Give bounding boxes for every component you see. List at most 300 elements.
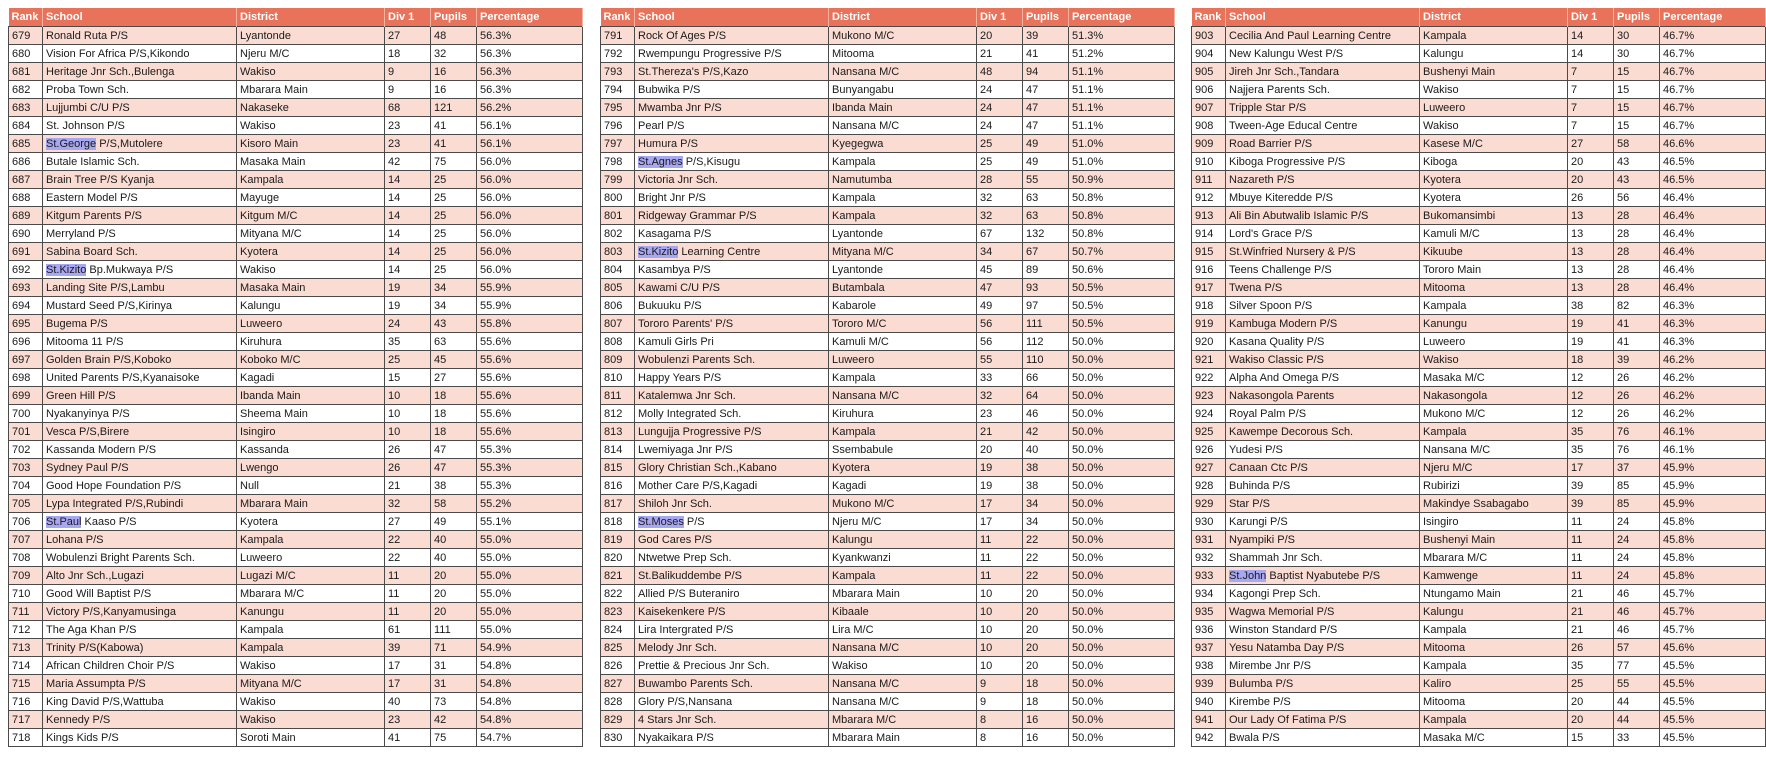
- percentage-cell: 46.4%: [1660, 261, 1766, 279]
- district-cell: Masaka M/C: [1420, 369, 1568, 387]
- district-cell: Mayuge: [237, 189, 385, 207]
- pupils-cell: 15: [1614, 81, 1660, 99]
- school-cell: Sabina Board Sch.: [43, 243, 237, 261]
- rank-cell: 826: [601, 657, 635, 675]
- percentage-cell: 50.0%: [1069, 693, 1175, 711]
- school-cell: Lwemiyaga Jnr P/S: [635, 441, 829, 459]
- table-row: [601, 729, 1175, 747]
- school-cell: Kasagama P/S: [635, 225, 829, 243]
- div1-cell: 7: [1568, 81, 1614, 99]
- school-cell: Bwala P/S: [1226, 729, 1420, 747]
- column-header-district: District: [829, 8, 977, 27]
- search-highlight: St.Paul: [46, 515, 82, 528]
- rank-cell: 935: [1192, 603, 1226, 621]
- table-row: [1192, 387, 1766, 405]
- district-cell: Njeru M/C: [237, 45, 385, 63]
- district-cell: Wakiso: [237, 711, 385, 729]
- rank-cell: 796: [601, 117, 635, 135]
- table-row: [601, 423, 1175, 441]
- div1-cell: 25: [977, 135, 1023, 153]
- percentage-cell: 56.0%: [477, 171, 583, 189]
- pupils-cell: 48: [431, 27, 477, 45]
- rank-cell: 687: [9, 171, 43, 189]
- table-row: [601, 477, 1175, 495]
- pupils-cell: 16: [431, 63, 477, 81]
- table-row: [1192, 261, 1766, 279]
- district-cell: Kampala: [829, 153, 977, 171]
- rank-cell: 792: [601, 45, 635, 63]
- rank-cell: 814: [601, 441, 635, 459]
- pupils-cell: 76: [1614, 441, 1660, 459]
- table-row: [9, 675, 583, 693]
- school-cell: Bugema P/S: [43, 315, 237, 333]
- rank-cell: 718: [9, 729, 43, 747]
- district-cell: Kampala: [237, 621, 385, 639]
- pupils-cell: 57: [1614, 639, 1660, 657]
- district-cell: Kampala: [829, 207, 977, 225]
- pupils-cell: 44: [1614, 693, 1660, 711]
- pupils-cell: 56: [1614, 189, 1660, 207]
- rank-cell: 909: [1192, 135, 1226, 153]
- district-cell: Luweero: [1420, 99, 1568, 117]
- school-cell: Jireh Jnr Sch.,Tandara: [1226, 63, 1420, 81]
- pupils-cell: 47: [431, 459, 477, 477]
- rank-cell: 689: [9, 207, 43, 225]
- pupils-cell: 31: [431, 675, 477, 693]
- table-row: [601, 711, 1175, 729]
- div1-cell: 9: [977, 693, 1023, 711]
- school-cell: Tween-Age Educal Centre: [1226, 117, 1420, 135]
- div1-cell: 7: [1568, 63, 1614, 81]
- percentage-cell: 45.8%: [1660, 531, 1766, 549]
- pupils-cell: 15: [1614, 63, 1660, 81]
- pupils-cell: 40: [1023, 441, 1069, 459]
- district-cell: Kyotera: [237, 243, 385, 261]
- percentage-cell: 46.4%: [1660, 243, 1766, 261]
- percentage-cell: 55.0%: [477, 585, 583, 603]
- district-cell: Kyankwanzi: [829, 549, 977, 567]
- percentage-cell: 45.8%: [1660, 513, 1766, 531]
- percentage-cell: 50.0%: [1069, 729, 1175, 747]
- rank-cell: 822: [601, 585, 635, 603]
- school-cell: Green Hill P/S: [43, 387, 237, 405]
- district-cell: Mbarara Main: [237, 495, 385, 513]
- pupils-cell: 43: [1614, 153, 1660, 171]
- district-cell: Kalungu: [829, 531, 977, 549]
- table-row: [9, 99, 583, 117]
- div1-cell: 18: [385, 45, 431, 63]
- percentage-cell: 46.4%: [1660, 207, 1766, 225]
- div1-cell: 21: [977, 423, 1023, 441]
- district-cell: Kalungu: [237, 297, 385, 315]
- rank-cell: 686: [9, 153, 43, 171]
- table-row: [601, 207, 1175, 225]
- percentage-cell: 45.5%: [1660, 729, 1766, 747]
- school-cell: Royal Palm P/S: [1226, 405, 1420, 423]
- school-cell: Twena P/S: [1226, 279, 1420, 297]
- pupils-cell: 34: [431, 279, 477, 297]
- district-cell: Kampala: [1420, 423, 1568, 441]
- district-cell: Kalungu: [1420, 45, 1568, 63]
- pupils-cell: 73: [431, 693, 477, 711]
- div1-cell: 19: [1568, 333, 1614, 351]
- div1-cell: 10: [977, 639, 1023, 657]
- percentage-cell: 45.7%: [1660, 621, 1766, 639]
- district-cell: Namutumba: [829, 171, 977, 189]
- search-highlight: St.George: [46, 137, 97, 150]
- percentage-cell: 46.5%: [1660, 171, 1766, 189]
- pupils-cell: 18: [431, 423, 477, 441]
- percentage-cell: 51.0%: [1069, 135, 1175, 153]
- school-cell: Kitgum Parents P/S: [43, 207, 237, 225]
- pupils-cell: 25: [431, 225, 477, 243]
- table-row: [1192, 477, 1766, 495]
- column-header-rank: Rank: [9, 8, 43, 27]
- rank-cell: 800: [601, 189, 635, 207]
- pupils-cell: 24: [1614, 513, 1660, 531]
- div1-cell: 24: [977, 117, 1023, 135]
- school-cell: Victoria Jnr Sch.: [635, 171, 829, 189]
- percentage-cell: 50.0%: [1069, 621, 1175, 639]
- rank-cell: 917: [1192, 279, 1226, 297]
- column-header-pupils: Pupils: [1614, 8, 1660, 27]
- pupils-cell: 37: [1614, 459, 1660, 477]
- school-cell: Alpha And Omega P/S: [1226, 369, 1420, 387]
- div1-cell: 23: [385, 711, 431, 729]
- district-cell: Kiboga: [1420, 153, 1568, 171]
- div1-cell: 39: [1568, 495, 1614, 513]
- rank-cell: 904: [1192, 45, 1226, 63]
- div1-cell: 19: [385, 279, 431, 297]
- percentage-cell: 46.1%: [1660, 423, 1766, 441]
- pupils-cell: 16: [1023, 729, 1069, 747]
- school-cell: Merryland P/S: [43, 225, 237, 243]
- table-row: [9, 549, 583, 567]
- percentage-cell: 45.5%: [1660, 693, 1766, 711]
- div1-cell: 20: [1568, 171, 1614, 189]
- percentage-cell: 50.9%: [1069, 171, 1175, 189]
- table-row: [601, 279, 1175, 297]
- table-row: [1192, 315, 1766, 333]
- div1-cell: 24: [385, 315, 431, 333]
- header-row: [601, 8, 1175, 27]
- table-row: [9, 423, 583, 441]
- table-row: [1192, 657, 1766, 675]
- rank-cell: 920: [1192, 333, 1226, 351]
- div1-cell: 13: [1568, 261, 1614, 279]
- div1-cell: 9: [385, 63, 431, 81]
- school-cell: Yudesi P/S: [1226, 441, 1420, 459]
- table-row: [1192, 207, 1766, 225]
- school-cell: Alto Jnr Sch.,Lugazi: [43, 567, 237, 585]
- rank-cell: 802: [601, 225, 635, 243]
- pupils-cell: 16: [431, 81, 477, 99]
- pupils-cell: 75: [431, 153, 477, 171]
- percentage-cell: 51.1%: [1069, 117, 1175, 135]
- table-row: [1192, 621, 1766, 639]
- school-cell: Glory Christian Sch.,Kabano: [635, 459, 829, 477]
- div1-cell: 11: [1568, 567, 1614, 585]
- pupils-cell: 46: [1614, 603, 1660, 621]
- column-header-rank: Rank: [1192, 8, 1226, 27]
- school-cell: Shammah Jnr Sch.: [1226, 549, 1420, 567]
- percentage-cell: 46.6%: [1660, 135, 1766, 153]
- percentage-cell: 50.5%: [1069, 279, 1175, 297]
- school-cell: Mirembe Jnr P/S: [1226, 657, 1420, 675]
- rank-cell: 697: [9, 351, 43, 369]
- school-cell: Nyakaikara P/S: [635, 729, 829, 747]
- div1-cell: 39: [1568, 477, 1614, 495]
- div1-cell: 11: [385, 567, 431, 585]
- rank-cell: 907: [1192, 99, 1226, 117]
- district-cell: Kyotera: [1420, 171, 1568, 189]
- school-cell: Kasambya P/S: [635, 261, 829, 279]
- table-row: [601, 315, 1175, 333]
- rank-cell: 829: [601, 711, 635, 729]
- column-header-district: District: [237, 8, 385, 27]
- percentage-cell: 55.6%: [477, 369, 583, 387]
- rank-cell: 797: [601, 135, 635, 153]
- school-cell: Tripple Star P/S: [1226, 99, 1420, 117]
- div1-cell: 20: [1568, 693, 1614, 711]
- div1-cell: 68: [385, 99, 431, 117]
- district-cell: Bushenyi Main: [1420, 63, 1568, 81]
- div1-cell: 48: [977, 63, 1023, 81]
- percentage-cell: 55.3%: [477, 459, 583, 477]
- div1-cell: 26: [385, 441, 431, 459]
- school-cell: Maria Assumpta P/S: [43, 675, 237, 693]
- school-cell: Lord's Grace P/S: [1226, 225, 1420, 243]
- pupils-cell: 58: [1614, 135, 1660, 153]
- rank-cell: 809: [601, 351, 635, 369]
- school-cell: Nazareth P/S: [1226, 171, 1420, 189]
- rank-cell: 914: [1192, 225, 1226, 243]
- school-cell: Buwambo Parents Sch.: [635, 675, 829, 693]
- percentage-cell: 55.6%: [477, 405, 583, 423]
- pupils-cell: 24: [1614, 531, 1660, 549]
- div1-cell: 11: [1568, 513, 1614, 531]
- district-cell: Lwengo: [237, 459, 385, 477]
- pupils-cell: 41: [431, 135, 477, 153]
- percentage-cell: 50.0%: [1069, 459, 1175, 477]
- table-row: [9, 315, 583, 333]
- school-cell: St.Paul Kaaso P/S: [43, 513, 237, 531]
- rank-cell: 937: [1192, 639, 1226, 657]
- div1-cell: 14: [385, 225, 431, 243]
- percentage-cell: 50.0%: [1069, 369, 1175, 387]
- rank-cell: 712: [9, 621, 43, 639]
- pupils-cell: 55: [1614, 675, 1660, 693]
- rank-cell: 912: [1192, 189, 1226, 207]
- rank-cell: 699: [9, 387, 43, 405]
- table-row: [1192, 531, 1766, 549]
- district-cell: Nansana M/C: [829, 639, 977, 657]
- school-cell: Kambuga Modern P/S: [1226, 315, 1420, 333]
- percentage-cell: 50.0%: [1069, 405, 1175, 423]
- rank-cell: 702: [9, 441, 43, 459]
- pupils-cell: 63: [1023, 207, 1069, 225]
- percentage-cell: 56.3%: [477, 63, 583, 81]
- div1-cell: 39: [385, 639, 431, 657]
- rank-cell: 810: [601, 369, 635, 387]
- percentage-cell: 46.7%: [1660, 81, 1766, 99]
- school-cell: Najjera Parents Sch.: [1226, 81, 1420, 99]
- div1-cell: 38: [1568, 297, 1614, 315]
- school-cell: Kasana Quality P/S: [1226, 333, 1420, 351]
- district-cell: Nansana M/C: [829, 63, 977, 81]
- table-row: [601, 333, 1175, 351]
- district-cell: Kampala: [829, 567, 977, 585]
- pupils-cell: 20: [431, 567, 477, 585]
- school-cell: St.Kizito Bp.Mukwaya P/S: [43, 261, 237, 279]
- search-highlight: St.Moses: [638, 515, 684, 528]
- school-cell: Happy Years P/S: [635, 369, 829, 387]
- pupils-cell: 20: [431, 603, 477, 621]
- div1-cell: 20: [1568, 153, 1614, 171]
- div1-cell: 21: [385, 477, 431, 495]
- table-row: [9, 459, 583, 477]
- rank-cell: 820: [601, 549, 635, 567]
- percentage-cell: 54.8%: [477, 657, 583, 675]
- district-cell: Kyotera: [1420, 189, 1568, 207]
- district-cell: Ibanda Main: [237, 387, 385, 405]
- percentage-cell: 50.8%: [1069, 207, 1175, 225]
- percentage-cell: 50.0%: [1069, 441, 1175, 459]
- school-cell: Vesca P/S,Birere: [43, 423, 237, 441]
- percentage-cell: 54.8%: [477, 693, 583, 711]
- district-cell: Ntungamo Main: [1420, 585, 1568, 603]
- ranking-table-1: [8, 8, 583, 747]
- district-cell: Mbarara Main: [829, 585, 977, 603]
- rank-cell: 704: [9, 477, 43, 495]
- school-cell: Lira Intergrated P/S: [635, 621, 829, 639]
- div1-cell: 10: [385, 405, 431, 423]
- rank-cell: 793: [601, 63, 635, 81]
- pupils-cell: 44: [1614, 711, 1660, 729]
- school-cell: Bulumba P/S: [1226, 675, 1420, 693]
- pupils-cell: 22: [1023, 549, 1069, 567]
- district-cell: Kampala: [1420, 621, 1568, 639]
- div1-cell: 35: [385, 333, 431, 351]
- table-row: [9, 387, 583, 405]
- percentage-cell: 55.0%: [477, 549, 583, 567]
- div1-cell: 23: [385, 117, 431, 135]
- pupils-cell: 26: [1614, 405, 1660, 423]
- school-cell: Buhinda P/S: [1226, 477, 1420, 495]
- district-cell: Kampala: [829, 423, 977, 441]
- rank-cell: 940: [1192, 693, 1226, 711]
- district-cell: Kassanda: [237, 441, 385, 459]
- pupils-cell: 93: [1023, 279, 1069, 297]
- school-cell: St.Winfried Nursery & P/S: [1226, 243, 1420, 261]
- district-cell: Kampala: [237, 531, 385, 549]
- rank-cell: 906: [1192, 81, 1226, 99]
- district-cell: Wakiso: [237, 693, 385, 711]
- div1-cell: 26: [385, 459, 431, 477]
- percentage-cell: 45.5%: [1660, 675, 1766, 693]
- rank-cell: 711: [9, 603, 43, 621]
- district-cell: Kamwenge: [1420, 567, 1568, 585]
- pupils-cell: 58: [431, 495, 477, 513]
- district-cell: Kitgum M/C: [237, 207, 385, 225]
- table-row: [9, 279, 583, 297]
- district-cell: Nakasongola: [1420, 387, 1568, 405]
- table-row: [601, 225, 1175, 243]
- table-row: [9, 405, 583, 423]
- pupils-cell: 64: [1023, 387, 1069, 405]
- table-row: [9, 261, 583, 279]
- percentage-cell: 56.1%: [477, 117, 583, 135]
- column-header-percentage: Percentage: [477, 8, 583, 27]
- rank-cell: 918: [1192, 297, 1226, 315]
- pupils-cell: 43: [1614, 171, 1660, 189]
- percentage-cell: 50.6%: [1069, 261, 1175, 279]
- table-row: [9, 621, 583, 639]
- district-cell: Kampala: [237, 639, 385, 657]
- rank-cell: 930: [1192, 513, 1226, 531]
- pupils-cell: 71: [431, 639, 477, 657]
- district-cell: Luweero: [1420, 333, 1568, 351]
- percentage-cell: 55.0%: [477, 603, 583, 621]
- school-cell: Tororo Parents' P/S: [635, 315, 829, 333]
- rank-cell: 813: [601, 423, 635, 441]
- rank-cell: 705: [9, 495, 43, 513]
- percentage-cell: 50.0%: [1069, 423, 1175, 441]
- district-cell: Wakiso: [237, 117, 385, 135]
- school-cell: St.Agnes P/S,Kisugu: [635, 153, 829, 171]
- pupils-cell: 32: [431, 45, 477, 63]
- pupils-cell: 39: [1023, 27, 1069, 45]
- percentage-cell: 56.1%: [477, 135, 583, 153]
- school-cell: Karungi P/S: [1226, 513, 1420, 531]
- table-row: [1192, 675, 1766, 693]
- percentage-cell: 55.9%: [477, 279, 583, 297]
- table-row: [1192, 171, 1766, 189]
- rank-cell: 693: [9, 279, 43, 297]
- percentage-cell: 54.8%: [477, 711, 583, 729]
- column-header-rank: Rank: [601, 8, 635, 27]
- div1-cell: 35: [1568, 657, 1614, 675]
- table-row: [9, 81, 583, 99]
- district-cell: Kiruhura: [829, 405, 977, 423]
- pupils-cell: 25: [431, 261, 477, 279]
- percentage-cell: 56.0%: [477, 261, 583, 279]
- school-cell: Humura P/S: [635, 135, 829, 153]
- rank-cell: 910: [1192, 153, 1226, 171]
- school-cell: Kennedy P/S: [43, 711, 237, 729]
- district-cell: Kagadi: [237, 369, 385, 387]
- table-row: [601, 171, 1175, 189]
- column-header-school: School: [1226, 8, 1420, 27]
- column-header-div1: Div 1: [977, 8, 1023, 27]
- rank-cell: 828: [601, 693, 635, 711]
- column-header-percentage: Percentage: [1069, 8, 1175, 27]
- pupils-cell: 49: [1023, 135, 1069, 153]
- district-cell: Wakiso: [1420, 81, 1568, 99]
- percentage-cell: 45.8%: [1660, 549, 1766, 567]
- percentage-cell: 50.0%: [1069, 351, 1175, 369]
- district-cell: Lugazi M/C: [237, 567, 385, 585]
- school-cell: Road Barrier P/S: [1226, 135, 1420, 153]
- table-row: [601, 99, 1175, 117]
- header-row: [1192, 8, 1766, 27]
- pupils-cell: 18: [431, 387, 477, 405]
- table-row: [601, 81, 1175, 99]
- school-cell: God Cares P/S: [635, 531, 829, 549]
- pupils-cell: 26: [1614, 369, 1660, 387]
- district-cell: Wakiso: [237, 261, 385, 279]
- percentage-cell: 50.7%: [1069, 243, 1175, 261]
